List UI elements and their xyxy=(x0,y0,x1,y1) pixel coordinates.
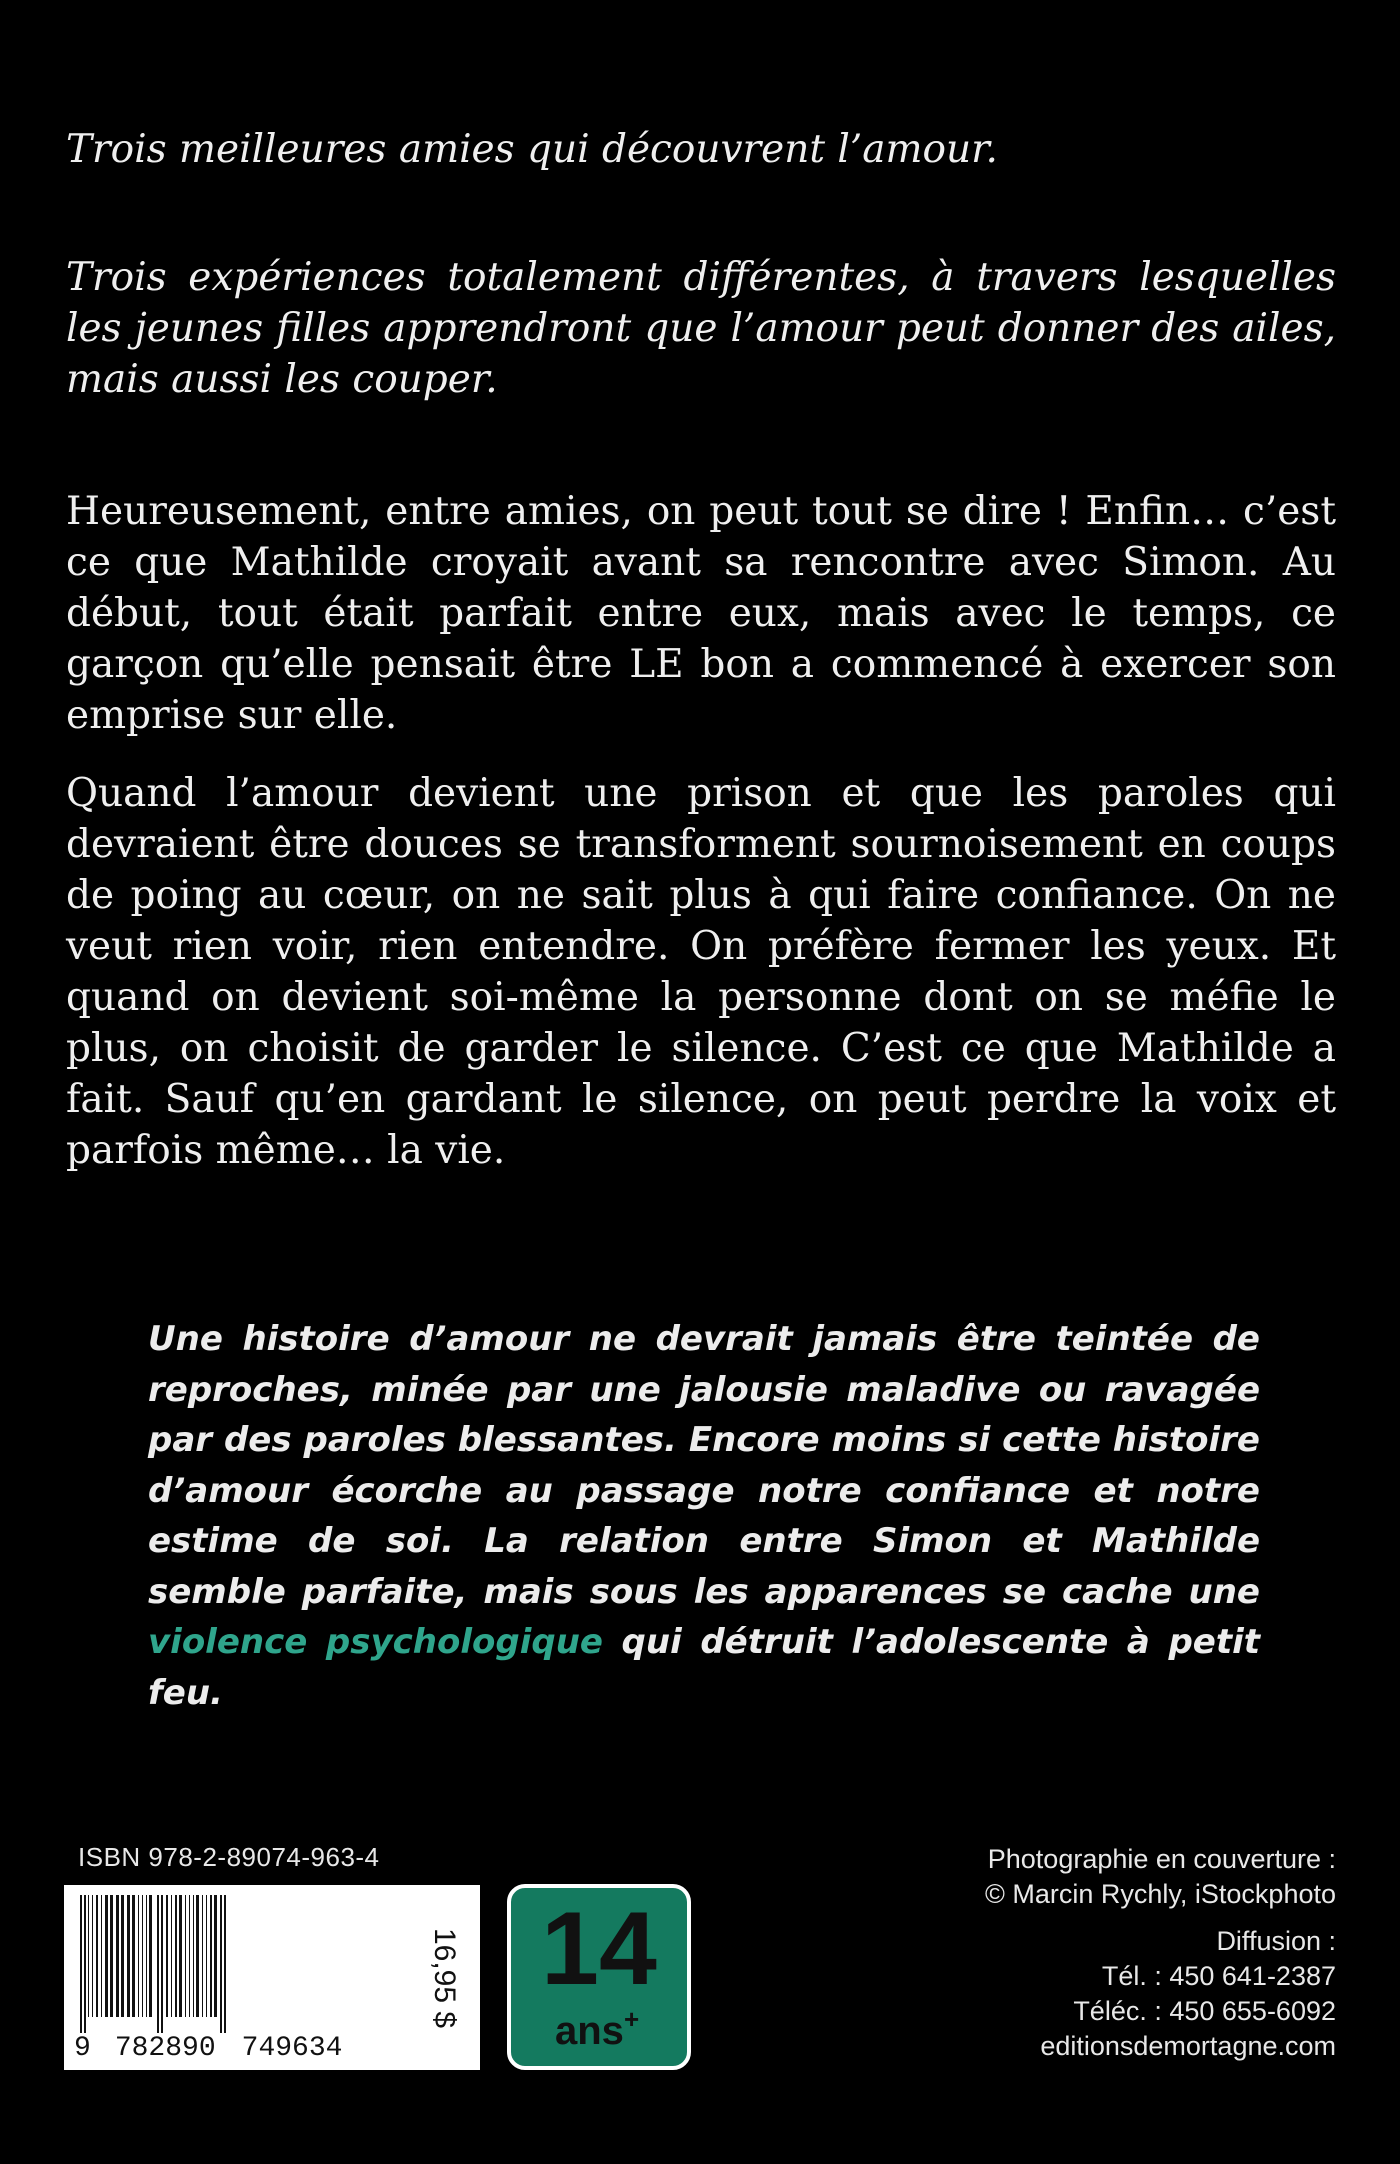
synopsis-paragraph-2: Quand l’amour devient une prison et que les paroles qui devraient être douces se transforment sournoisement en coups de poing au cœur, on ne sait plus à qui faire confiance. On ne veut rien voir, rien entendre. On préfère fermer les yeux. Et quand on devient soi-même la personne dont on se méfie le plus, on choisit de garder le silence. C’est ce que Mathilde a fait. Sauf qu’en gardant le silence, on peut perdre la voix et parfois même… la vie. xyxy=(66,771,1336,1173)
barcode-bar xyxy=(127,1895,130,2017)
pitch-text-after: qui détruit l’adolescente à petit feu. xyxy=(148,1622,1260,1713)
barcode-bar xyxy=(80,1895,82,2033)
barcode-bar xyxy=(206,1895,207,2017)
barcode-bar xyxy=(196,1895,199,2017)
barcode-bar xyxy=(214,1895,217,2017)
barcode-bar xyxy=(175,1895,177,2017)
pitch-paragraph xyxy=(148,1314,1260,1718)
barcode-bar xyxy=(105,1895,108,2017)
barcode-bar xyxy=(116,1895,119,2017)
barcode-digit-prefix: 9 xyxy=(74,2033,91,2064)
barcode-bar xyxy=(193,1895,194,2017)
barcode-digits-left: 782890 xyxy=(114,2033,216,2064)
age-rating-plus: + xyxy=(623,2004,640,2034)
barcode-bar xyxy=(149,1895,152,2017)
barcode-bar xyxy=(138,1895,139,2017)
barcode xyxy=(64,1885,480,2070)
barcode-digits-right: 749634 xyxy=(241,2033,343,2064)
diffusion-label: Diffusion : xyxy=(1216,1926,1336,1956)
fax: Téléc. : 450 655-6092 xyxy=(1073,1996,1336,2026)
age-rating-unit xyxy=(555,2004,639,2054)
barcode-bar xyxy=(92,1895,93,2017)
photo-credit-line-1: Photographie en couverture : xyxy=(987,1844,1336,1874)
barcode-bar xyxy=(84,1895,86,2033)
barcode-bar xyxy=(142,1895,143,2017)
synopsis-paragraph-1: Heureusement, entre amies, on peut tout se dire ! Enfin… c’est ce que Mathilde croyait avant sa rencontre avec Simon. Au début, tout était parfait entre eux, mais avec le temps, ce garçon qu’elle pensait être LE bon a commencé à exercer son emprise sur elle. xyxy=(66,489,1336,738)
credits-block xyxy=(816,1842,1336,2064)
barcode-bars xyxy=(78,1895,404,2033)
barcode-bar xyxy=(210,1895,212,2017)
barcode-bar xyxy=(202,1895,203,2017)
barcode-bar xyxy=(88,1895,89,2017)
isbn-label: ISBN 978-2-89074-963-4 xyxy=(78,1842,380,1872)
pitch-highlight: violence psychologique xyxy=(148,1622,603,1662)
barcode-bar xyxy=(146,1895,147,2017)
barcode-bar xyxy=(121,1895,124,2017)
barcode-bar xyxy=(179,1895,182,2017)
barcode-bar xyxy=(161,1895,163,2033)
barcode-bar xyxy=(132,1895,135,2017)
barcode-bar xyxy=(101,1895,102,2017)
barcode-bar xyxy=(224,1895,226,2033)
price-label xyxy=(416,1895,472,2060)
barcode-bar xyxy=(220,1895,222,2033)
photo-credit-line-2: © Marcin Rychly, iStockphoto xyxy=(984,1879,1336,1909)
barcode-bar xyxy=(166,1895,168,2017)
barcode-bar xyxy=(110,1895,113,2017)
barcode-bar xyxy=(189,1895,190,2017)
age-rating-number: 14 xyxy=(541,1891,657,2007)
barcode-bar xyxy=(185,1895,186,2017)
tagline: Trois meilleures amies qui découvrent l’amour. xyxy=(66,127,998,172)
pitch-text-before: Une histoire d’amour ne devrait jamais être teintée de reproches, minée par une jalousie maladive ou ravagée par des paroles blessantes. Encore moins si cette histoire d’amour écorche au passage notre confiance et notre estime de soi. La relation entre Simon et Mathilde semble parfaite, mais sous les apparences se cache une xyxy=(148,1319,1260,1612)
telephone: Tél. : 450 641-2387 xyxy=(1101,1961,1336,1991)
age-rating-badge xyxy=(507,1884,691,2070)
age-rating-unit-text: ans xyxy=(555,2009,624,2053)
price-text: 16,95 $ xyxy=(428,1927,461,2028)
barcode-bar xyxy=(96,1895,98,2017)
barcode-bar xyxy=(157,1895,159,2033)
barcode-bar xyxy=(171,1895,172,2017)
website: editionsdemortagne.com xyxy=(1040,2031,1336,2061)
barcode-digits xyxy=(74,2033,414,2064)
lede-paragraph: Trois expériences totalement différentes, à travers lesquelles les jeunes filles apprendront que l’amour peut donner des ailes, mais aussi les couper. xyxy=(66,255,1336,402)
